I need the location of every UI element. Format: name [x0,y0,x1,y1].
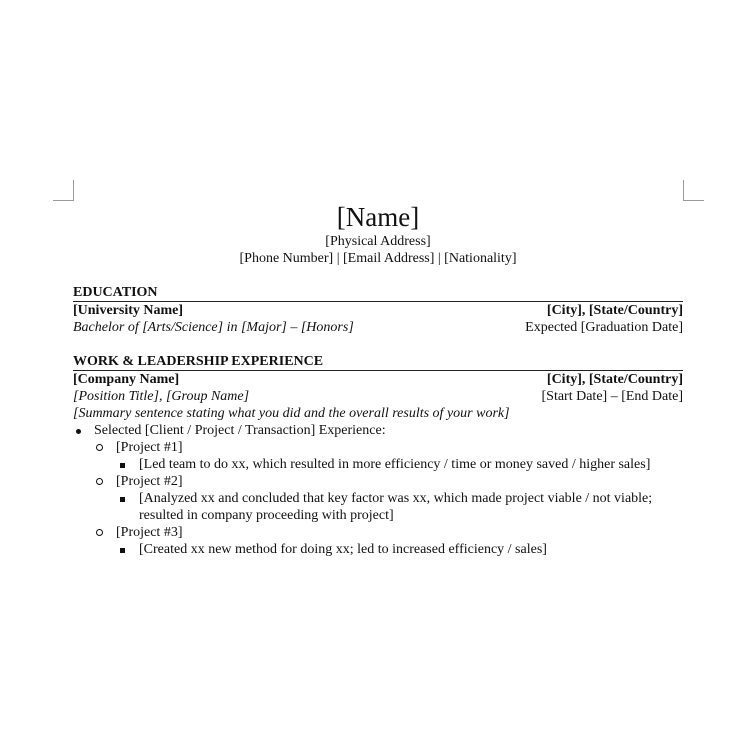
graduation-date: Expected [Graduation Date] [525,320,683,335]
experience-section [73,354,683,558]
candidate-name: [Name] [336,202,420,232]
square-bullet-icon [115,490,129,507]
project-detail: [Created xx new method for doing xx; led to increased efficiency / sales] [139,542,547,557]
project-detail-continued: resulted in company proceeding with project] [139,508,394,523]
list-item [73,439,683,456]
project-label: [Project #1] [116,440,183,455]
project-label: [Project #2] [116,474,183,489]
project-detail: [Analyzed xx and concluded that key factor was xx, which made project viable / not viable; [139,491,653,506]
position-title: [Position Title], [Group Name] [73,389,250,404]
page-margin-corner-top-left [53,180,74,201]
summary-sentence: [Summary sentence stating what you did and the overall results of your work] [73,406,510,421]
list-item [73,456,683,473]
resume-header [73,201,683,267]
physical-address: [Physical Address] [325,234,431,249]
circle-bullet-icon [92,524,106,541]
list-item [73,541,683,558]
resume-document [73,201,683,558]
list-item [73,524,683,541]
list-item [73,473,683,490]
university-location: [City], [State/Country] [546,303,683,318]
circle-bullet-icon [92,473,106,490]
education-heading: EDUCATION [73,285,683,302]
contact-line: [Phone Number] | [Email Address] | [Nationality] [239,251,517,266]
company-row [73,371,683,388]
bullet-text: Selected [Client / Project / Transaction] Experience: [94,423,386,438]
list-item [73,422,683,439]
list-item [73,490,683,524]
square-bullet-icon [115,541,129,558]
disc-bullet-icon [71,422,85,439]
university-name: [University Name] [73,303,184,318]
project-label: [Project #3] [116,525,183,540]
page-margin-corner-top-right [683,180,704,201]
company-location: [City], [State/Country] [546,372,683,387]
position-row [73,388,683,405]
education-section [73,285,683,336]
university-row [73,302,683,319]
circle-bullet-icon [92,439,106,456]
degree: Bachelor of [Arts/Science] in [Major] – [Honors] [73,320,354,335]
company-name: [Company Name] [73,372,180,387]
square-bullet-icon [115,456,129,473]
project-detail: [Led team to do xx, which resulted in more efficiency / time or money saved / higher sales] [139,457,651,472]
degree-row [73,319,683,336]
experience-bullets [73,422,683,558]
employment-dates: [Start Date] – [End Date] [541,389,683,404]
experience-heading: WORK & LEADERSHIP EXPERIENCE [73,354,683,371]
